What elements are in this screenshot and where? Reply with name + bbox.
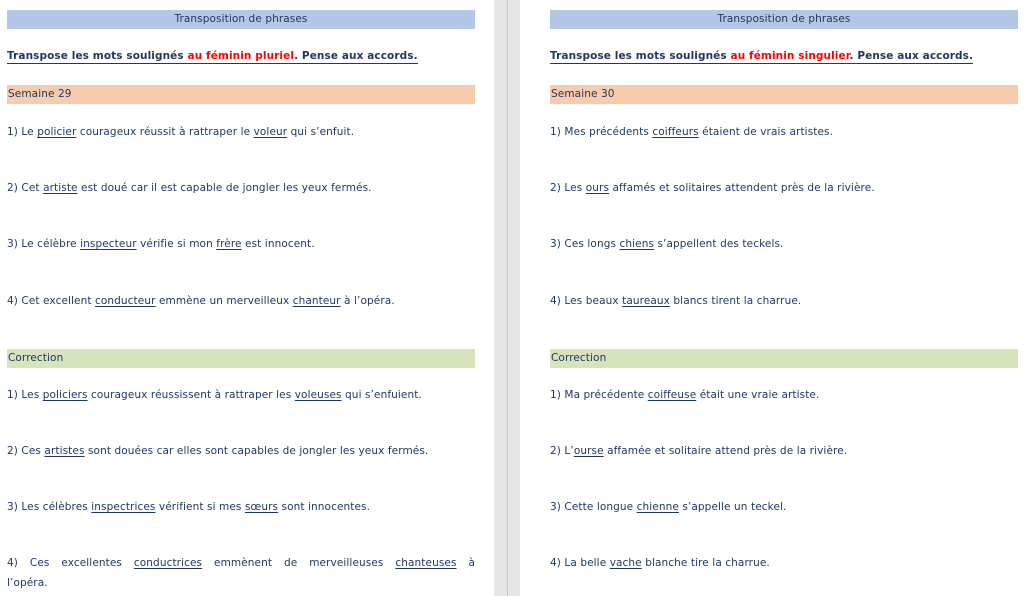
instruction-text-end: . Pense aux accords.	[294, 50, 418, 62]
underlined-word: coiffeurs	[652, 126, 699, 138]
correction-heading	[7, 349, 475, 368]
underlined-word: inspecteur	[80, 238, 137, 250]
underlined-word: chanteuses	[395, 557, 457, 569]
correction-sentence: 4) La belle vache blanche tire la charrue.	[550, 557, 770, 569]
page-title: Transposition de phrases	[550, 10, 1018, 29]
underlined-word: ourse	[573, 445, 604, 457]
underlined-word: frère	[216, 238, 242, 250]
exercise-sentence: 3) Le célèbre inspecteur vérifie si mon frère est innocent.	[7, 238, 315, 250]
underlined-word: chienne	[636, 501, 679, 513]
page-left	[7, 0, 477, 596]
underlined-word: sœurs	[244, 501, 279, 513]
page-right	[550, 0, 1020, 596]
instruction	[550, 50, 1020, 62]
underlined-word: conducteur	[95, 295, 156, 307]
instruction-text-end: . Pense aux accords.	[849, 50, 974, 62]
exercise-sentence: 4) Cet excellent conducteur emmène un merveilleux chanteur à l’opéra.	[7, 295, 395, 307]
page-title: Transposition de phrases	[7, 10, 475, 29]
exercise-sentence: 2) Cet artiste est doué car il est capable de jongler les yeux fermés.	[7, 182, 372, 194]
correction-heading	[550, 349, 1018, 368]
underlined-word: taureaux	[622, 295, 670, 307]
instruction-highlight: au féminin pluriel	[187, 50, 295, 62]
week-heading	[7, 85, 475, 104]
underlined-word: vache	[609, 557, 642, 569]
correction-sentence: 3) Les célèbres inspectrices vérifient si mes sœurs sont innocentes.	[7, 501, 371, 513]
underlined-word: conductrices	[133, 557, 203, 569]
instruction	[7, 50, 477, 62]
exercise-sentence: 1) Le policier courageux réussit à rattraper le voleur qui s’enfuit.	[7, 126, 355, 138]
page-gutter	[494, 0, 520, 596]
correction-label: Correction	[8, 352, 64, 364]
correction-sentence: 4) Ces excellentes conductrices emmènent de merveilleuses chanteuses à l’opéra.	[7, 557, 475, 589]
underlined-word: coiffeuse	[647, 389, 697, 401]
correction-sentence: 1) Ma précédente coiffeuse était une vraie artiste.	[550, 389, 820, 401]
underlined-word: voleuses	[294, 389, 342, 401]
underlined-word: artistes	[44, 445, 85, 457]
underlined-word: chiens	[619, 238, 655, 250]
underlined-word: policier	[37, 126, 77, 138]
correction-sentence: 3) Cette longue chienne s’appelle un teckel.	[550, 501, 787, 513]
exercise-sentence: 1) Mes précédents coiffeurs étaient de vrais artistes.	[550, 126, 834, 138]
week-label: Semaine 29	[8, 88, 72, 100]
instruction-text: Transpose les mots soulignés	[550, 50, 731, 62]
instruction-text: Transpose les mots soulignés	[7, 50, 188, 62]
correction-sentence: 1) Les policiers courageux réussissent à rattraper les voleuses qui s’enfuient.	[7, 389, 422, 401]
correction-label: Correction	[551, 352, 607, 364]
exercise-sentence: 4) Les beaux taureaux blancs tirent la charrue.	[550, 295, 802, 307]
underlined-word: policiers	[42, 389, 88, 401]
correction-sentence: 2) L’ourse affamée et solitaire attend près de la rivière.	[550, 445, 848, 457]
underlined-word: inspectrices	[91, 501, 156, 513]
instruction-highlight: au féminin singulier	[730, 50, 850, 62]
underlined-word: artiste	[43, 182, 78, 194]
exercise-sentence: 2) Les ours affamés et solitaires attendent près de la rivière.	[550, 182, 875, 194]
week-label: Semaine 30	[551, 88, 615, 100]
exercise-sentence: 3) Ces longs chiens s’appellent des teckels.	[550, 238, 784, 250]
underlined-word: voleur	[253, 126, 288, 138]
underlined-word: chanteur	[292, 295, 341, 307]
week-heading	[550, 85, 1018, 104]
correction-sentence: 2) Ces artistes sont douées car elles sont capables de jongler les yeux fermés.	[7, 445, 429, 457]
underlined-word: ours	[585, 182, 610, 194]
